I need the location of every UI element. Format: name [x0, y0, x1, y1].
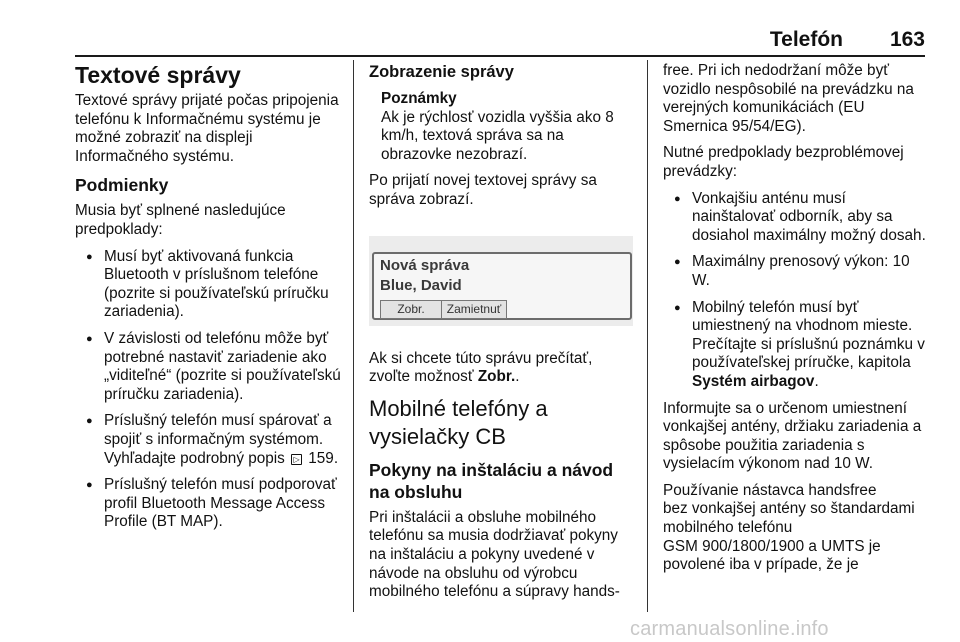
page-reference-icon: ▷ — [291, 454, 302, 465]
paragraph: Po prijatí novej textovej správy sa správa zobrazí. — [369, 172, 597, 208]
list-item: ● Príslušný telefón musí podporovať profil Bluetooth Message Access Profile (BT MAP). — [75, 476, 343, 532]
popup-title: Nová správa — [380, 256, 470, 274]
heading-mobile-phones — [369, 395, 637, 451]
paragraph-text: Ak si chcete túto správu prečítať, zvoľte možnosť — [369, 349, 593, 386]
popup-sender: Blue, David — [380, 276, 462, 294]
display-screenshot — [369, 236, 633, 326]
page-number: 163 — [889, 28, 925, 51]
list-item: ● V závislosti od telefónu môže byť potrebné nastaviť zariadenie ako „viditeľné“ (pozrite si používateľskú príručku zariadenia). — [75, 330, 343, 404]
list-item-text: Príslušný telefón musí spárovať a spojiť s informačným systémom. Vyhľadajte podrobný popis — [104, 412, 332, 467]
bold-term: Systém airbagov — [692, 372, 815, 390]
list-item-text: Mobilný telefón musí byť umiestnený na vhodnom mieste. Prečítajte si príslušnú poznámku v používateľskej príručke, kapitola — [692, 298, 925, 372]
column-3 — [663, 62, 927, 583]
paragraph: free. Pri ich nedodržaní môže byť vozidlo nespôsobilé na prevádzku na verejných komunikáciách (EU Smernica 95/54/EG). — [663, 62, 914, 135]
paragraph-line: GSM 900/1800/1900 a UMTS je povolené iba v prípade, že je — [663, 537, 881, 574]
note-title: Poznámky — [381, 90, 457, 107]
paragraph-line: bez vonkajšej antény so štandardami mobilného telefónu — [663, 500, 915, 537]
list-item: ● Maximálny prenosový výkon: 10 W. — [663, 253, 927, 290]
page-header — [75, 28, 925, 54]
note-text: Ak je rýchlosť vozidla vyššia ako 8 km/h, textová správa sa na obrazovke nezobrazí. — [381, 108, 614, 163]
bold-term: Zobr. — [477, 368, 516, 386]
requirements-list — [75, 248, 343, 532]
list-item-end: . — [814, 372, 819, 390]
column-2 — [369, 62, 637, 610]
heading-text-messages: Textové správy — [75, 62, 241, 88]
paragraph-line: Používanie nástavca handsfree — [663, 481, 877, 499]
page-reference: 159. — [308, 449, 339, 467]
intro-paragraph: Textové správy prijaté počas pripojenia telefónu k Informačnému systému je možné zobraziť na displeji Informačného systému. — [75, 92, 339, 165]
reject-button: Zamietnuť — [441, 300, 507, 319]
list-item: ● Musí byť aktivovaná funkcia Bluetooth v príslušnom telefóne (pozrite si používateľskú príručku zariadenia). — [75, 248, 343, 322]
requirements-intro: Musia byť splnené nasledujúce predpoklady: — [75, 202, 286, 238]
prerequisites-list — [663, 190, 927, 392]
paragraph — [369, 350, 637, 387]
list-item — [663, 299, 927, 392]
column-1 — [75, 62, 343, 540]
header-rule — [75, 55, 925, 57]
paragraph-end: . — [515, 368, 520, 386]
paragraph: Pri inštalácii a obsluhe mobilného telefónu sa musia dodržiavať pokyny na inštaláciu a pokyny uvedené v návode na obsluhu od výrobcu mobilného telefónu a súpravy hands- — [369, 508, 620, 601]
show-button: Zobr. — [380, 300, 442, 319]
heading-installation: Pokyny na inštaláciu a návod na obsluhu — [369, 459, 614, 502]
watermark: carmanualsonline.info — [630, 618, 829, 640]
paragraph — [663, 482, 927, 575]
heading-requirements: Podmienky — [75, 175, 169, 196]
heading-display-message: Zobrazenie správy — [369, 63, 514, 81]
note-box — [381, 90, 637, 164]
list-item: ● Vonkajšiu anténu musí nainštalovať odborník, aby sa dosiahol maximálny možný dosah. — [663, 190, 927, 246]
section-title: Telefón — [769, 28, 843, 51]
paragraph: Nutné predpoklady bezproblémovej prevádzky: — [663, 144, 904, 180]
list-item — [75, 412, 343, 468]
heading-text: Mobilné telefóny a vysielačky CB — [369, 395, 548, 449]
column-divider — [353, 60, 354, 612]
paragraph: Informujte sa o určenom umiestnení vonkajšej antény, držiaku zariadenia a spôsobe použitia zariadenia s vysielacím výkonom nad 10 W. — [663, 399, 922, 473]
message-popup — [372, 252, 632, 320]
column-divider — [647, 60, 648, 612]
